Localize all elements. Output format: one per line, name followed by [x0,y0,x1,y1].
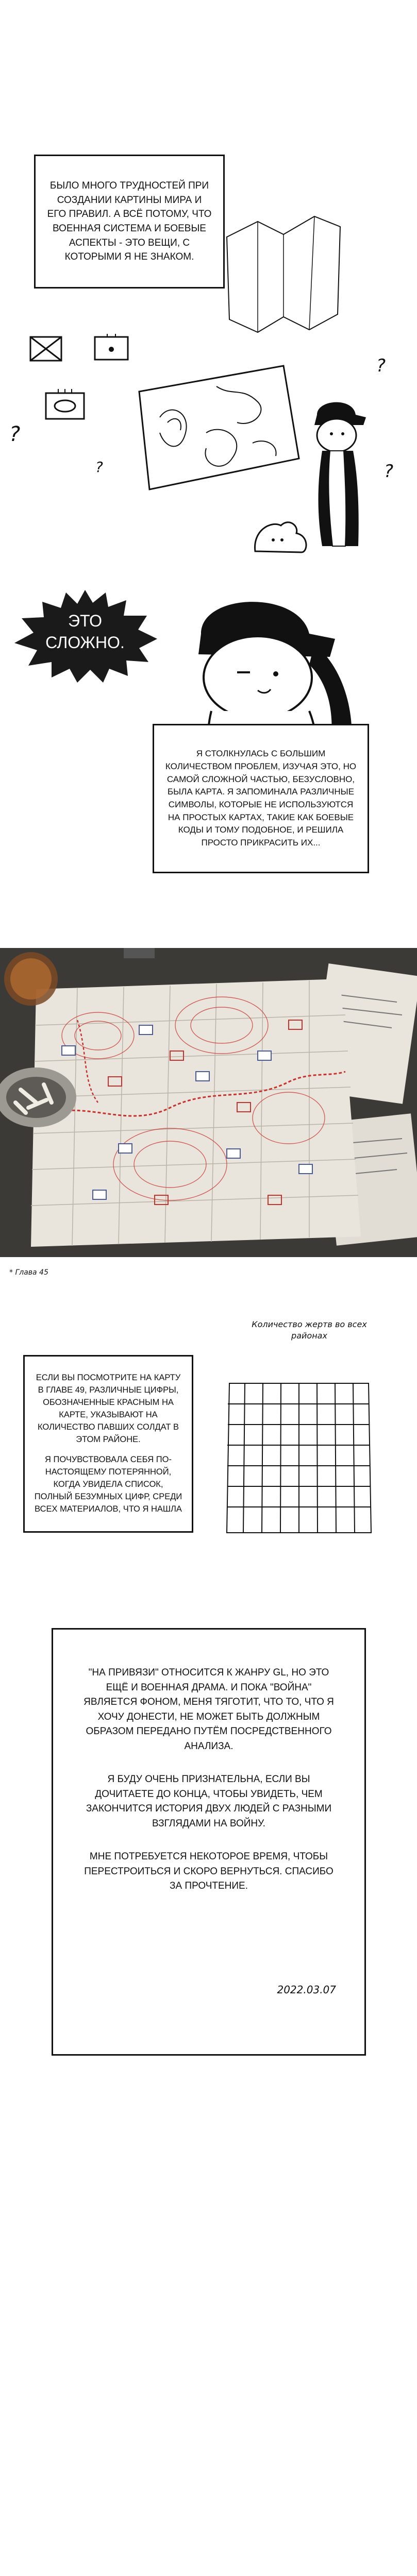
casualty-table-sketch [222,1381,376,1535]
panel-1-caption [34,155,225,289]
afterword-date: 2022.03.07 [277,1984,336,1996]
folded-map-sketch [222,206,345,335]
afterword-paragraph-3: МНЕ ПОТРЕБУЕТСЯ НЕКОТОРОЕ ВРЕМЯ, ЧТОБЫ ПЕРЕСТРОИТЬСЯ И СКОРО ВЕРНУТЬСЯ. СПАСИБО ЗА ПРОЧТЕНИЕ. [84,1851,333,1891]
chart-handwritten-label: Количество жертв во всех районах [252,1319,367,1341]
panel-4-caption [23,1355,193,1533]
panel-4-caption-text-1: ЕСЛИ ВЫ ПОСМОТРИТЕ НА КАРТУ В ГЛАВЕ 49, РАЗЛИЧНЫЕ ЦИФРЫ, ОБОЗНАЧЕННЫЕ КРАСНЫМ НА КАРТЕ, УКАЗЫВАЮТ НА КОЛИЧЕСТВО ПАВШИХ СОЛДАТ В ЭТОМ РАЙОНЕ. [36,1372,181,1444]
war-map-illustration [0,948,417,1257]
speech-bubble-text: ЭТО СЛОЖНО. [45,612,125,652]
afterword-box [52,1628,366,2056]
footnote: * Глава 45 [9,1268,48,1277]
symbol-oval-box-icon [44,389,88,421]
panel-2-caption [153,724,369,873]
symbol-dot-box-icon [93,334,131,362]
character-with-hat [302,397,379,551]
question-mark: ? [95,459,103,476]
question-mark: ? [9,422,21,446]
afterword-paragraph-2: Я БУДУ ОЧЕНЬ ПРИЗНАТЕЛЬНА, ЕСЛИ ВЫ ДОЧИТАЕТЕ ДО КОНЦА, ЧТОБЫ УВИДЕТЬ, ЧЕМ ЗАКОНЧИТСЯ ИСТОРИЯ ДВУХ ЛЮДЕЙ С РАЗНЫМИ ВЗГЛЯДАМИ НА ВОЙНУ. [86,1774,332,1829]
afterword-paragraph-1: "НА ПРИВЯЗИ" ОТНОСИТСЯ К ЖАНРУ GL, НО ЭТО ЕЩЁ И ВОЕННАЯ ДРАМА. И ПОКА "ВОЙНА" ЯВЛЯЕТСЯ ФОНОМ, МЕНЯ ТЯГОТИТ, ЧТО ТО, ЧТО Я ХОЧУ ДОНЕСТИ, НЕ МОЖЕТ БЫТЬ ДОЛЖНЫМ ОБРАЗОМ ПЕРЕДАНО ПУТЁМ ПОСРЕДСТВЕННОГО АНАЛИЗА. [84,1667,334,1752]
contour-map-sketch [129,355,304,495]
panel-2-caption-text: Я СТОЛКНУЛАСЬ С БОЛЬШИМ КОЛИЧЕСТВОМ ПРОБЛЕМ, ИЗУЧАЯ ЭТО, НО САМОЙ СЛОЖНОЙ ЧАСТЬЮ, БЕЗУСЛОВНО, БЫЛА КАРТА. Я ЗАПОМИНАЛА РАЗЛИЧНЫЕ СИМВОЛЫ, КОТОРЫЕ НЕ ИСПОЛЬЗУЮТСЯ НА ПРОСТЫХ КАРТАХ, ТАКИЕ КАК БОЕВЫЕ КОДЫ И ТОМУ ПОДОБНОЕ, И РЕШИЛА ПРОСТО ПРИКРАСИТЬ ИХ... [165,749,357,848]
blob-creature [250,515,312,556]
question-mark: ? [376,355,386,376]
panel-1-caption-text: БЫЛО МНОГО ТРУДНОСТЕЙ ПРИ СОЗДАНИИ КАРТИНЫ МИРА И ЕГО ПРАВИЛ. А ВСЁ ПОТОМУ, ЧТО ВОЕННАЯ СИСТЕМА И БОЕВЫЕ АСПЕКТЫ - ЭТО ВЕЩИ, С КОТОРЫМИ Я НЕ ЗНАКОМ. [47,180,212,263]
panel-4-caption-text-2: Я ПОЧУВСТВОВАЛА СЕБЯ ПО-НАСТОЯЩЕМУ ПОТЕРЯННОЙ, КОГДА УВИДЕЛА СПИСОК, ПОЛНЫЙ БЕЗУМНЫХ ЦИФР, СРЕДИ ВСЕХ МАТЕРИАЛОВ, ЧТО Я НАШЛА [34,1455,182,1514]
question-mark: ? [384,461,394,482]
symbol-crossed-box-icon [28,335,64,363]
